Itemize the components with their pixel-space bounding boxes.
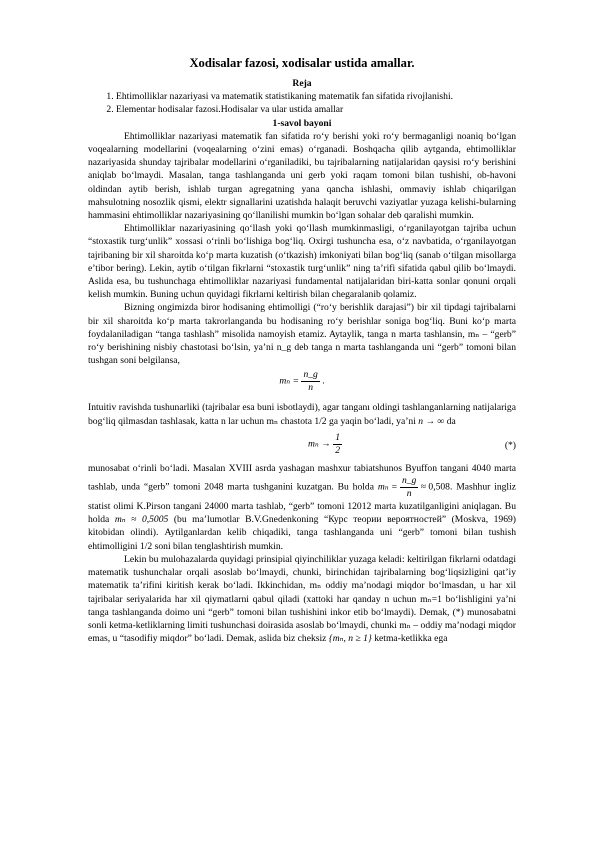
paragraph-3: Bizning ongimizda biror hodisaning ehtimolligi (“ro‘y berishlik darajasi”) bir xil tipdagi tajribalarni bir xil sharoitda ko‘p marta takrorlanganda bu hodisaning ro‘y berishlar soniga bog‘liq. Buni ko‘p marta foydalaniladigan “tanga tashlash” misolida namoyish etamiz. Aytaylik, tanga n marta tashlansin, mₙ – “gerb” ro‘y berishining nisbiy chastotasi bo‘lsin, ya’ni n_g deb tanga n marta tashlanganda uni “gerb” tomoni bilan tushgan soni belgilansa, xyxy=(88,302,516,367)
formula-buffon: mₙ = $\frac{n\_g}{n}$ ≈ 0,508 xyxy=(377,475,450,500)
plan-list xyxy=(88,90,516,116)
paragraph-6: Lekin bu mulohazalarda quyidagi prinsipial qiyinchiliklar yuzaga keladi: keltirilgan fikrlarni odatdagi matematik tushunchalar orqali asoslab bo‘lmaydi, chunki, birinchidan tajribalarning bog‘liqsizligini qat’iy matematik ta’rifini kiritish kerak bo‘ladi. Ikkinchidan, mₙ oddiy ma’nodagi miqdor bo‘lmasdan, u har xil tajribalar seriyalarida har xil qiymatlarni qabul qiladi (xattoki har qanday n uchun mₙ=1 bo‘lishligini ya’ni tanga tashlanganda doimo uni “gerb” tomoni bilan tushishini inkor etib bo‘lmaydi). Demak, (*) munosabatni sonli ketma-ketliklarning limiti tushunchasi doirasida asoslab bo‘lmaydi, chunki mₙ – oddiy ma’nodagi miqdor emas, u “tasodifiy miqdor” bo‘ladi. Demak, aslida biz cheksiz {mₙ, n ≥ 1} ketma-ketlikka ega xyxy=(88,553,516,645)
plan-item: 1. Ehtimolliklar nazariyasi va matematik statistikaning matematik fan sifatida rivojlanishi. xyxy=(116,90,516,103)
section-heading: 1-savol bayoni xyxy=(272,117,332,129)
paragraph-5: munosabat o‘rinli bo‘ladi. Masalan XVIII asrda yashagan mashxur tabiatshunos Byuffon tangani 4040 marta tashlab, unda “gerb” tomoni 2048 marta tushganini kuzatgan. Bu holda mₙ = $\frac{n\_g}{n}$ ≈ 0,508. Mashhur ingliz statist olimi K.Pirson tangani 24000 marta tashlab, “gerb” tomoni 12012 marta kuzatilganligini aniqlagan. Bu holda mₙ ≈ 0,5005 (bu ma’lumotlar B.V.Gnedenkoning “Курс теории вероятностей” (Moskva, 1969) kitobidan olindi). Aytilganlardan kelib chiqadiki, tanga tashlanganda uni “gerb” tomoni bilan tushish ehtimolligini 1/2 soni bilan tenglashtirish mumkin. xyxy=(88,462,517,552)
formula-limit: mₙ → $\frac{1}{2}$ (*) xyxy=(308,431,516,456)
document-page xyxy=(88,56,516,645)
document-title: Xodisalar fazosi, xodisalar ustida amallar. xyxy=(189,56,415,70)
formula-pearson: mₙ ≈ 0,5005 xyxy=(114,514,169,526)
formula-relative-frequency: mₙ = $\frac{n\_g}{n}$ . xyxy=(279,369,325,394)
formula-sequence: {mₙ, n ≥ 1} xyxy=(328,633,372,645)
paragraph-2: Ehtimolliklar nazariyasining qo‘llash yoki qo‘llash mumkinmasligi, o‘rganilayotgan tajriba uchun “stoxastik turg‘unlik” xossasi o‘rinli bo‘lishiga bog‘liq. Oxirgi tushuncha esa, o‘z navbatida, o‘rganilayotgan tajribaning bir xil sharoitda ko‘p marta kuzatish (o‘tkazish) imkoniyati bilan bog‘liq (sanab o‘tilgan misollarga e’tibor bering). Lekin, aytib o‘tilgan fikrlarni “stoxastik turg‘unlik” ning ta’rifi sifatida qabul qilib bo‘lmaydi. Aslida esa, bu tushunchaga ehtimolliklar nazariyasi fundamental natijalaridan biri-katta sonlar qonuni orqali kelish mumkin. Buning uchun quyidagi fikrlarni keltirish bilan chegaralanib qolamiz. xyxy=(88,223,516,301)
equation-tag: (*) xyxy=(504,439,516,451)
plan-item: 2. Elementar hodisalar fazosi.Hodisalar va ular ustida amallar xyxy=(116,103,516,116)
paragraph-4: Intuitiv ravishda tushunarliki (tajribalar esa buni isbotlaydi), agar tanganı oldingi tashlanganlarning natijalariga bog‘liq qilmasdan tashlasak, katta n lar uchun mₙ chastota 1/2 ga yaqin bo‘ladi, ya’ni n → ∞ da xyxy=(88,402,516,427)
plan-heading: Reja xyxy=(292,78,312,89)
paragraph-1: Ehtimolliklar nazariyasi matematik fan sifatida ro‘y berishi yoki ro‘y bermaganligi noaniq bo‘lgan voqealarning modellarini (voqealarning o‘zini emas) o‘rganadi. Boshqacha qilib aytganda, ehtimolliklar nazariyasida shunday tajribalar modellarini o‘rganiladiki, bu tajribalarning natijalaridan qaysisi ro‘y berishini aniqlab bo‘lmaydi. Masalan, tanga tashlanganda uni gerb yoki raqam tomoni bilan tushishi, ob-havoni oldindan aytib berish, ishlab turgan agregatning yana qancha ishlashi, ommaviy ishlab chiqarilgan mahsulotning nosozlik qismi, elektr signallarini uzatishda halaqit beruvchi vaziyatlar yuzaga kelishi-bularning hammasini ehtimolliklar nazariyasining qo‘llanilishi mumkin bo‘lgan sohalar deb qaralishi mumkin. xyxy=(88,130,516,222)
